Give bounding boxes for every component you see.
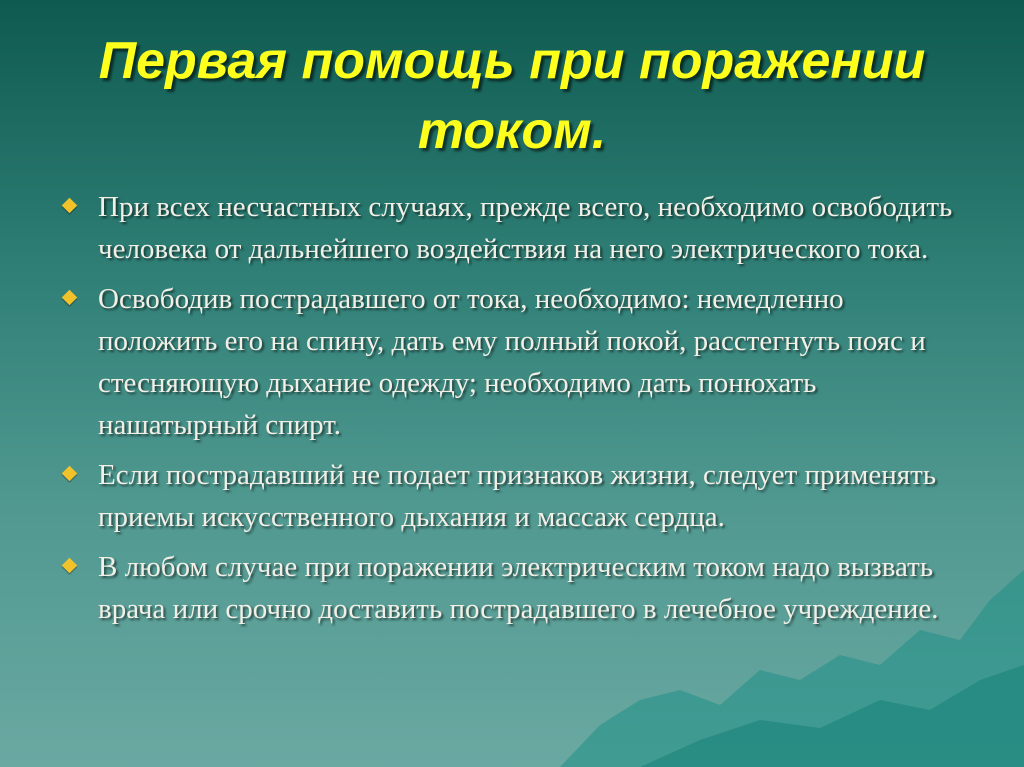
diamond-bullet-icon (62, 466, 78, 482)
bullet-text: При всех несчастных случаях, прежде всего, необходимо освободить человека от дальнейшего воздействия на него электрического тока. (98, 191, 953, 265)
slide-title: Первая помощь при поражении током. (98, 32, 926, 160)
diamond-bullet-icon (62, 198, 78, 214)
bullet-text: В любом случае при поражении электрическим током надо вызвать врача или срочно доставить пострадавшего в лечебное учреждение. (98, 551, 939, 625)
diamond-bullet-icon (62, 290, 78, 306)
bullet-list (60, 186, 965, 638)
bullet-text: Если пострадавший не подает признаков жизни, следует применять приемы искусственного дыхания и массаж сердца. (98, 459, 937, 533)
bullet-text: Освободив пострадавшего от тока, необходимо: немедленно положить его на спину, дать ему полный покой, расстегнуть пояс и стесняющую дыхание одежду; необходимо дать понюхать нашатырный спирт. (98, 283, 926, 441)
diamond-bullet-icon (62, 558, 78, 574)
list-item (60, 546, 965, 630)
list-item (60, 454, 965, 538)
list-item (60, 278, 965, 446)
list-item (60, 186, 965, 270)
